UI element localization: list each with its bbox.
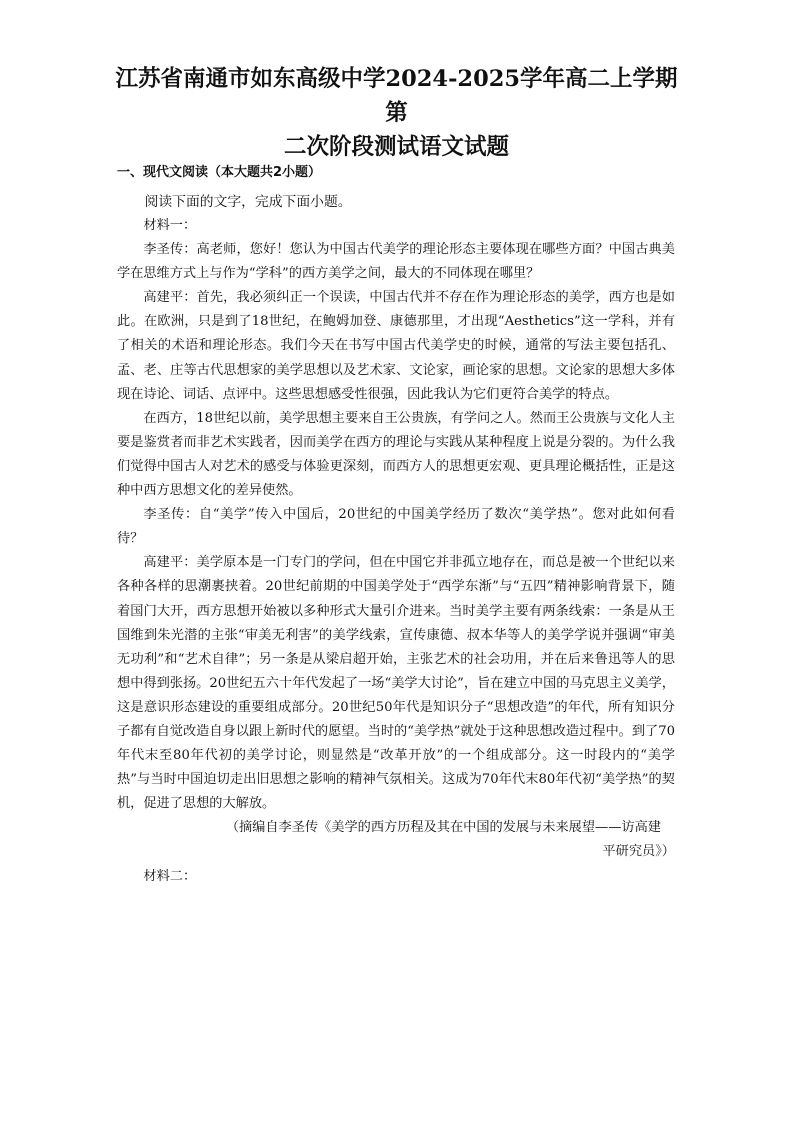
paragraph: 李圣传：高老师，您好！您认为中国古代美学的理论形态主要体现在哪些方面？中国古典美学在思维方式上与作为“学科”的西方美学之间，最大的不同体现在哪里？ (117, 242, 675, 282)
material-1-label: 材料一： (143, 218, 197, 233)
reading-instruction: 阅读下面的文字，完成下面小题。 (144, 194, 352, 210)
paragraph: 高建平：首先，我必须纠正一个误读，中国古代并不存在作为理论形态的美学，西方也是如此。在欧洲，只是到了18世纪，在鲍姆加登、康德那里，才出现“Aesthetics”这一学科，并有了相关的术语和理论形态。我们今天在书写中国古代美学史的时候，通常的写法主要包括孔、孟、老、庄等古代思想家的美学思想以及艺术家、文论家，画论家的思想。文论家的思想大多体现在诗论、词话、点评中。这些思想感受性很强，因此我认为它们更符合美学的特点。 (117, 290, 675, 402)
title-line-1: 江苏省南通市如东高级中学2024-2025学年高二上学期第 (115, 66, 678, 126)
source-citation-line-2: 平研究员》） (602, 844, 675, 860)
paragraph: 李圣传：自“美学”传入中国后，20世纪的中国美学经历了数次“美学热”。您对此如何看待？ (117, 507, 675, 547)
passage-body (117, 190, 675, 889)
paragraph: 在西方，18世纪以前，美学思想主要来自王公贵族，有学问之人。然而王公贵族与文化人主要是鉴赏者而非艺术实践者，因而美学在西方的理论与实践从某种程度上说是分裂的。为什么我们觉得中国古人对艺术的感受与体验更深刻，而西方人的思想更宏观、更具理论概括性，正是这种中西方思想文化的差异使然。 (117, 410, 675, 499)
material-2-label: 材料二： (143, 868, 197, 884)
title-line-2: 二次阶段测试语文试题 (283, 134, 509, 160)
paragraph: 高建平：美学原本是一门专门的学问，但在中国它并非孤立地存在，而总是被一个世纪以来各种各样的思潮裹挟着。20世纪前期的中国美学处于“西学东渐”与“五四”精神影响背景下，随着国门大开，西方思想开始被以多种形式大量引介进来。当时美学主要有两条线索：一条是从王国维到朱光潜的主张“审美无利害”的美学线索，宣传康德、叔本华等人的美学学说并强调“审美无功利”和“艺术自律”；另一条是从梁启超开始，主张艺术的社会功用，并在后来鲁迅等人的思想中得到张扬。20世纪五六十年代发起了一场“美学大讨论”，旨在建立中国的马克思主义美学，这是意识形态建设的重要组成部分。20世纪50年代是知识分子“思想改造”的年代，所有知识分子都有自觉改造自身以跟上新时代的愿望。当时的“美学热”就处于这种思想改造过程中。到了70年代末至80年代初的美学讨论，则显然是“改革开放”的一个组成部分。这一时段内的“美学热”与当时中国迫切走出旧思想之影响的精神气氛相关。这成为70年代末80年代初“美学热”的契机，促进了思想的大解放。 (117, 555, 675, 812)
document-title (110, 62, 683, 164)
source-citation-line-1: （摘编自李圣传《美学的西方历程及其在中国的发展与未来展望——访高建 (225, 820, 661, 836)
section-heading: 一、现代文阅读（本大题共2小题） (117, 165, 322, 180)
